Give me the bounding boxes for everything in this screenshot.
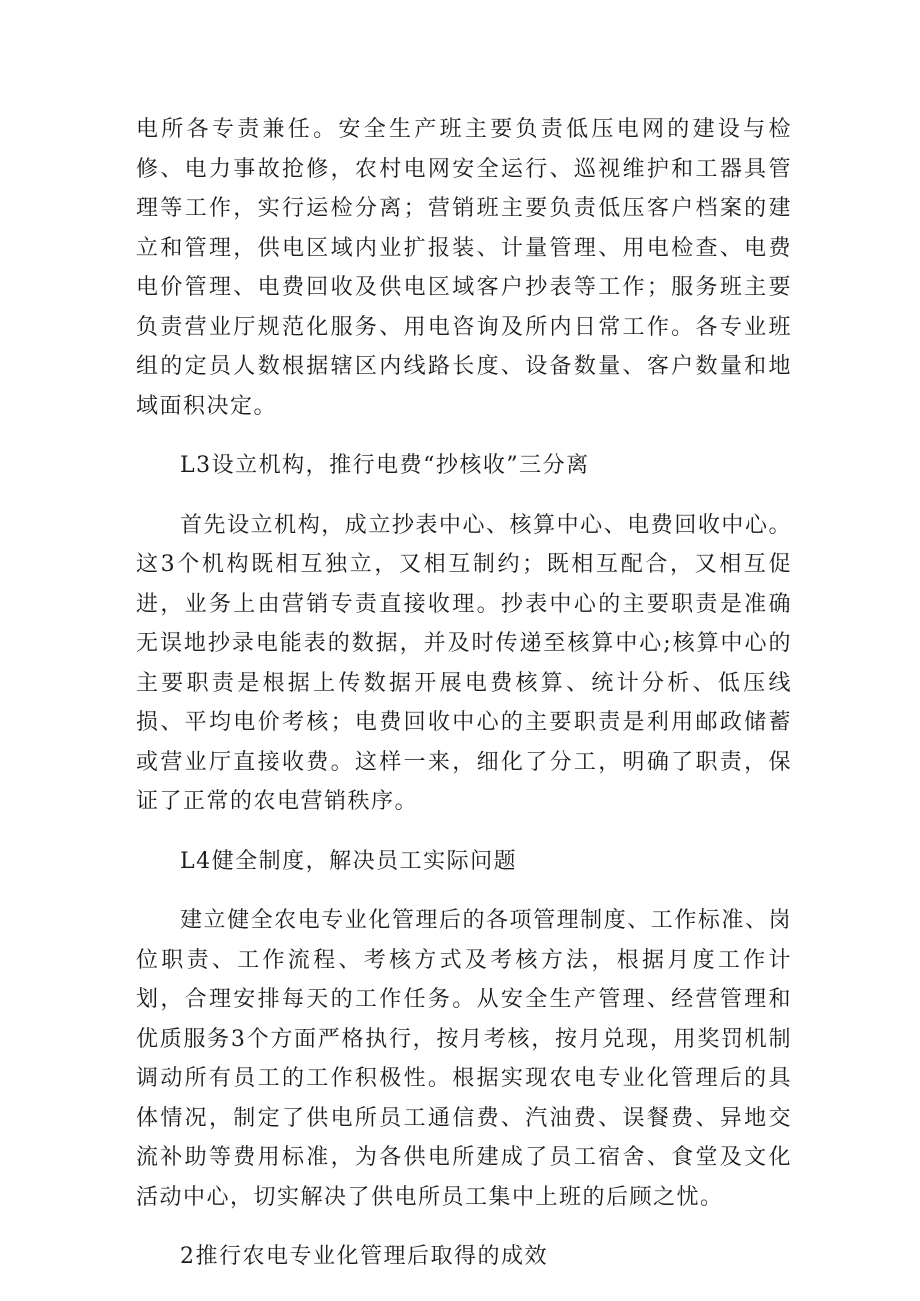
section-heading: L3设立机构，推行电费“抄核收”三分离 [180, 453, 590, 478]
document-body [136, 110, 792, 1277]
body-paragraph: 电所各专责兼任。安全生产班主要负责低压电网的建设与检修、电力事故抢修，农村电网安全运行、巡视维护和工器具管理等工作，实行运检分离；营销班主要负责低压客户档案的建立和管理，供电区域内业扩报装、计量管理、用电检查、电费电价管理、电费回收及供电区域客户抄表等工作；服务班主要负责营业厅规范化服务、用电咨询及所内日常工作。各专业班组的定员人数根据辖区内线路长度、设备数量、客户数量和地域面积决定。 [136, 117, 792, 419]
section-heading: L4健全制度，解决员工实际问题 [180, 848, 518, 874]
section-heading: 2推行农电专业化管理后取得的成效 [180, 1244, 548, 1269]
body-paragraph: 首先设立机构，成立抄表中心、核算中心、电费回收中心。这3个机构既相互独立，又相互制约；既相互配合，又相互促进，业务上由营销专责直接收理。抄表中心的主要职责是准确无误地抄录电能表的数据，并及时传递至核算中心;核算中心的主要职责是根据上传数据开展电费核算、统计分析、低压线损、平均电价考核；电费回收中心的主要职责是利用邮政储蓄或营业厅直接收费。这样一来，细化了分工，明确了职责，保证了正常的农电营销秩序。 [136, 512, 792, 814]
body-paragraph: 建立健全农电专业化管理后的各项管理制度、工作标准、岗位职责、工作流程、考核方式及考核方法，根据月度工作计划，合理安排每天的工作任务。从安全生产管理、经营管理和优质服务3个方面严格执行，按月考核，按月兑现，用奖罚机制调动所有员工的工作积极性。根据实现农电专业化管理后的具体情况，制定了供电所员工通信费、汽油费、误餐费、异地交流补助等费用标准，为各供电所建成了员工宿舍、食堂及文化活动中心，切实解决了供电所员工集中上班的后顾之忧。 [136, 908, 792, 1210]
